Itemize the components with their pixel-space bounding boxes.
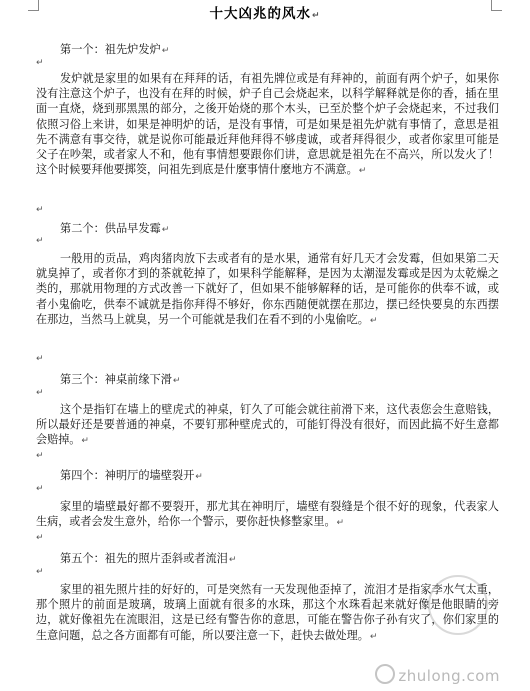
paragraph-mark-icon: ↵ — [195, 472, 203, 482]
section-heading-3: 第三个：神桌前缘下滑↵ — [60, 373, 181, 386]
section-heading-5: 第五个：祖先的照片歪斜或者流泪↵ — [60, 552, 237, 565]
watermark-seal — [428, 575, 488, 635]
paragraph-mark-icon: ↵ — [36, 388, 44, 398]
paragraph-mark-icon: ↵ — [311, 11, 321, 21]
paragraph-mark-icon: ↵ — [228, 555, 237, 565]
paragraph-mark-icon: ↵ — [369, 631, 378, 642]
section-body-1: 发炉就是家里的如果有在拜拜的话，有祖先牌位或是有拜神的，前面有两个炉子，如果你没有注意这个炉子，也没有在拜的时候，炉子自己会烧起来，以科学解释就是你的香，插在里面一直烧，烧到那黑黑的部分，之後开始烧的那个木头，已至於整个炉子会烧起来，不过我们依照习俗上来讲，如果是神明炉的话，是没有事情，可是如果是祖先炉就有事情了，意思是祖先不满意有事交待，就是说你可能最近拜他拜得不够虔诚，或者拜得很少，或者你家里可能是父子在吵架，或者家人不和，他有事情想要跟你们讲，意思就是祖先在不高兴，所以发火了！这个时候要拜他要掷筊，问祖先到底是什麼事情什麼地方不满意。↵ — [36, 72, 499, 177]
paragraph-mark-icon: ↵ — [36, 205, 44, 215]
paragraph-mark-icon: ↵ — [172, 376, 181, 386]
section-heading-4: 第四个：神明厅的墙壁裂开↵ — [60, 469, 203, 482]
section-heading-2: 第二个：供品早发霉↵ — [60, 222, 170, 235]
paragraph-mark-icon: ↵ — [36, 484, 44, 494]
section-body-2: 一般用的贡品，鸡肉猪肉放下去或者有的是水果，通常有好几天才会发霉，但如果第二天就臭掉了，或者你才到的茶就乾掉了，如果科学能解释，是因为太潮湿发霉或是因为太乾燥之类的，那就用物理的方式改善一下就好了，但如果不能够解释的话，是可能你的供奉不诚，或者小鬼偷吃，供奉不诚就是指你拜得不够好，你东西随便就摆在那边，摆已经快要臭的东西摆在那边，当然马上就臭，另一个可能就是我们在看不到的小鬼偷吃。↵ — [36, 252, 499, 326]
paragraph-mark-icon: ↵ — [36, 236, 44, 246]
watermark-logo-icon — [375, 664, 395, 684]
paragraph-mark-icon: ↵ — [358, 166, 367, 177]
paragraph-mark-icon: ↵ — [336, 518, 345, 529]
paragraph-mark-icon: ↵ — [36, 354, 44, 364]
paragraph-mark-icon: ↵ — [81, 436, 89, 447]
section-heading-1: 第一个：祖先炉发炉↵ — [60, 43, 170, 56]
paragraph-mark-icon: ↵ — [161, 46, 170, 56]
document-title: 十大凶兆的风水↵ — [209, 6, 321, 22]
section-body-3: 这个是指钉在墙上的壁虎式的神桌，钉久了可能会就往前滑下来，这代表您会生意赔钱，所以最好还是要普通的神桌，不要钉那种壁虎式的，可能钉得没有很好，而因此搞不好生意都会赔掉。↵ — [36, 403, 499, 447]
paragraph-mark-icon: ↵ — [36, 58, 44, 68]
paragraph-mark-icon: ↵ — [36, 533, 44, 543]
paragraph-mark-icon: ↵ — [369, 315, 378, 326]
watermark: zhulong.com — [375, 664, 500, 685]
paragraph-mark-icon: ↵ — [36, 567, 44, 577]
paragraph-mark-icon: ↵ — [36, 451, 44, 461]
paragraph-mark-icon: ↵ — [161, 225, 170, 235]
section-body-4: 家里的墙壁最好都不要裂开，那尤其在神明厅，墙壁有裂缝是个很不好的现象，代表家人生病，或者会发生意外，给你一个警示，要你赶快修整家里。↵ — [36, 500, 499, 529]
section-body-5: 家里的祖先照片挂的好好的，可是突然有一天发现他歪掉了，流泪才是指家李水气太重，那个照片的前面是玻璃，玻璃上面就有很多的水珠，那这个水珠看起来就好像是他眼睛的旁边，就好像祖先在流眼泪，这是已经有警告你的意思，可能在警告你子孙有灾了，你们家里的生意问题，总之各方面都有可能，所以要注意一下，赶快去做处理。↵ — [36, 583, 499, 642]
